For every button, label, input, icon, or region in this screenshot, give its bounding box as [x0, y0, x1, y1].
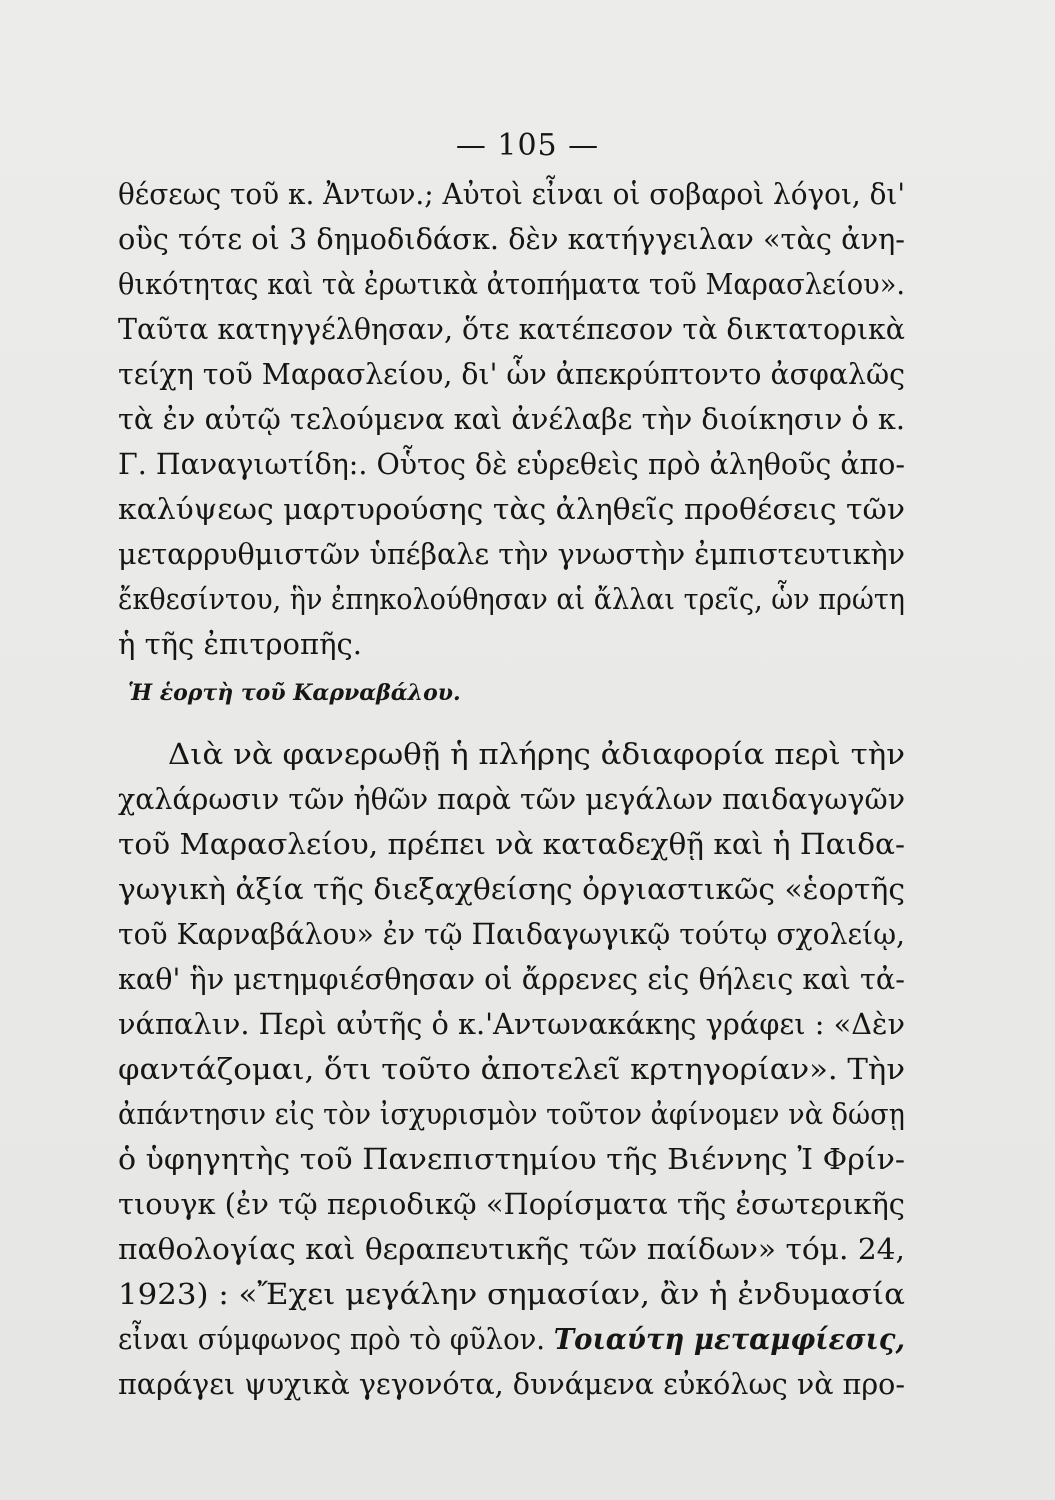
text-line: τιουγκ (ἐν τῷ περιοδικῷ «Πορίσματα τῆς ἐσωτερικῆς — [118, 1187, 905, 1221]
text-line: 1923) : «Ἔχει μεγάλην σημασίαν, ἂν ἡ ἐνδυμασία — [118, 1277, 905, 1311]
text-line: τοῦ Μαρασλείου, πρέπει νὰ καταδεχθῇ καὶ ἡ Παιδα- — [118, 827, 905, 861]
text-line: χαλάρωσιν τῶν ἠθῶν παρὰ τῶν μεγάλων παιδαγωγῶν — [118, 782, 905, 816]
text-line: νάπαλιν. Περὶ αὐτῆς ὁ κ.'Αντωνακάκης γράφει : «Δὲν — [118, 1007, 905, 1041]
text-line: ἡ τῆς ἐπιτροπῆς. — [118, 627, 362, 661]
text-line: τὰ ἐν αὐτῷ τελούμενα καὶ ἀνέλαβε τὴν διοίκησιν ὁ κ. — [118, 402, 906, 436]
emphasis-text: Τοιαύτη μεταμφίεσις, — [553, 1322, 906, 1356]
text-line: τοῦ Καρναβάλου» ἐν τῷ Παιδαγωγικῷ τούτῳ σχολείῳ, — [118, 917, 906, 951]
text-line: Ταῦτα κατηγγέλθησαν, ὅτε κατέπεσον τὰ δικτατορικὰ — [118, 312, 905, 346]
text-line: φαντάζομαι, ὅτι τοῦτο ἀποτελεῖ κρτηγορίαν». Τὴν — [118, 1052, 905, 1086]
text-line-start: εἶναι σύμφωνος πρὸ τὸ φῦλον. — [118, 1322, 554, 1356]
text-line: θέσεως τοῦ κ. Ἀντων.; Αὐτοὶ εἶναι οἱ σοβαροὶ λόγοι, δι' — [118, 177, 906, 211]
text-line: οὓς τότε οἱ 3 δημοδιδάσκ. δὲν κατήγγειλαν «τὰς ἀνη- — [118, 222, 906, 256]
text-line: καθ' ἣν μετημφιέσθησαν οἱ ἄρρενες εἰς θήλεις καὶ τἀ- — [118, 962, 905, 996]
text-line-with-emphasis — [118, 1322, 906, 1356]
section-heading: Ἡ ἑορτὴ τοῦ Καρναβάλου. — [128, 680, 461, 706]
text-line: τείχη τοῦ Μαρασλείου, δι' ὧν ἀπεκρύπτοντο ἀσφαλῶς — [118, 357, 906, 391]
text-line: γωγικὴ ἀξία τῆς διεξαχθείσης ὀργιαστικῶς «ἑορτῆς — [118, 872, 905, 906]
text-line: θικότητας καὶ τὰ ἐρωτικὰ ἀτοπήματα τοῦ Μαρασλείου». — [118, 267, 906, 301]
text-line: Διὰ νὰ φανερωθῇ ἡ πλήρης ἀδιαφορία περὶ τὴν — [168, 737, 906, 771]
text-line: ἔκθεσίντου, ἣν ἐπηκολούθησαν αἱ ἄλλαι τρεῖς, ὧν πρώτη — [118, 582, 905, 616]
text-line: Γ. Παναγιωτίδη:. Οὗτος δὲ εὑρεθεὶς πρὸ ἀληθοῦς ἀπο- — [118, 447, 905, 481]
text-line: παθολογίας καὶ θεραπευτικῆς τῶν παίδων» τόμ. 24, — [118, 1232, 905, 1266]
text-line: ὁ ὑφηγητὴς τοῦ Πανεπιστημίου τῆς Βιέννης Ἰ Φρίν- — [118, 1142, 906, 1176]
text-line: ἀπάντησιν εἰς τὸν ἰσχυρισμὸν τοῦτον ἀφίνομεν νὰ δώσῃ — [118, 1097, 905, 1131]
text-line: καλύψεως μαρτυρούσης τὰς ἀληθεῖς προθέσεις τῶν — [118, 492, 906, 526]
text-line: παράγει ψυχικὰ γεγονότα, δυνάμενα εὐκόλως νὰ προ- — [118, 1367, 905, 1401]
text-line: μεταρρυθμιστῶν ὑπέβαλε τὴν γνωστὴν ἐμπιστευτικὴν — [118, 537, 905, 571]
page-number: — 105 — — [455, 128, 600, 163]
